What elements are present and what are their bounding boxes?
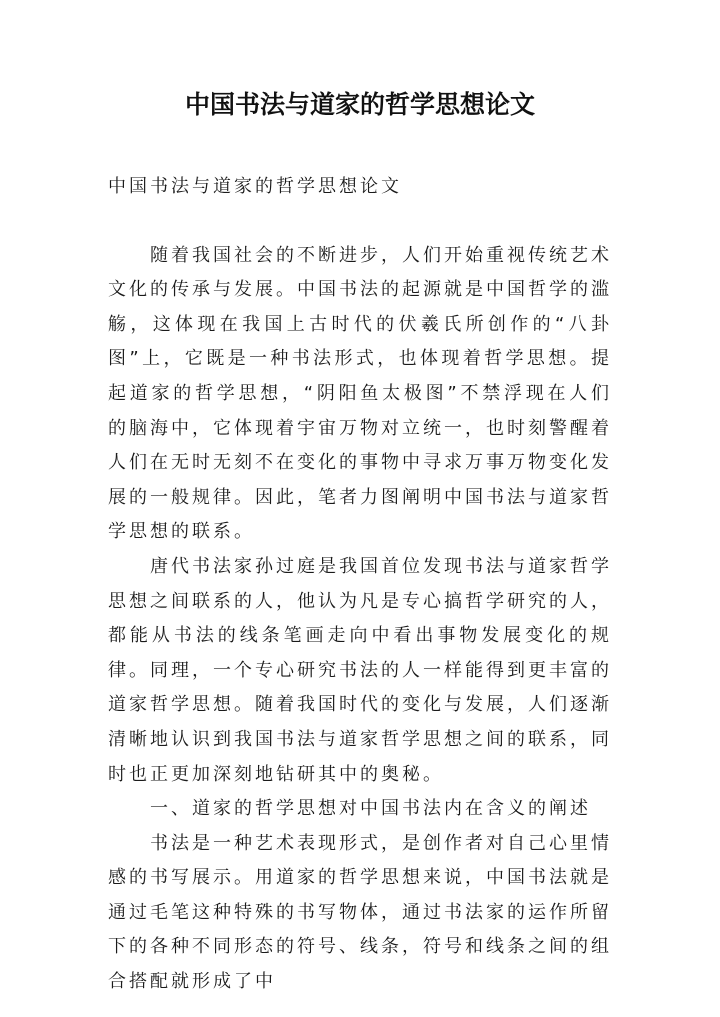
document-body (108, 170, 612, 1000)
section-heading-1: 一、道家的哲学思想对中国书法内在含义的阐述 (150, 798, 591, 820)
paragraph-intro: 随着我国社会的不断进步，人们开始重视传统艺术文化的传承与发展。中国书法的起源就是中国哲学的滥觞，这体现在我国上古时代的伏羲氏所创作的“八卦图”上，它既是一种书法形式，也体现着哲学思想。提起道家的哲学思想，“阴阳鱼太极图”不禁浮现在人们的脑海中，它体现着宇宙万物对立统一，也时刻警醒着人们在无时无刻不在变化的事物中寻求万事万物变化发展的一般规律。因此，笔者力图阐明中国书法与道家哲学思想的联系。 (108, 244, 612, 543)
document-subtitle: 中国书法与道家的哲学思想论文 (108, 176, 402, 197)
paragraph-section-1: 书法是一种艺术表现形式，是创作者对自己心里情感的书写展示。用道家的哲学思想来说，中国书法就是通过毛笔这种特殊的书写物体，通过书法家的运作所留下的各种不同形态的符号、线条，符号和线条之间的组合搭配就形成了中 (108, 832, 612, 993)
paragraph-sun-guoting: 唐代书法家孙过庭是我国首位发现书法与道家哲学思想之间联系的人，他认为凡是专心搞哲学研究的人，都能从书法的线条笔画走向中看出事物发展变化的规律。同理，一个专心研究书法的人一样能得到更丰富的道家哲学思想。随着我国时代的变化与发展，人们逐渐清晰地认识到我国书法与道家哲学思想之间的联系，同时也正更加深刻地钻研其中的奥秘。 (108, 555, 612, 785)
document-title: 中国书法与道家的哲学思想论文 (184, 90, 535, 119)
